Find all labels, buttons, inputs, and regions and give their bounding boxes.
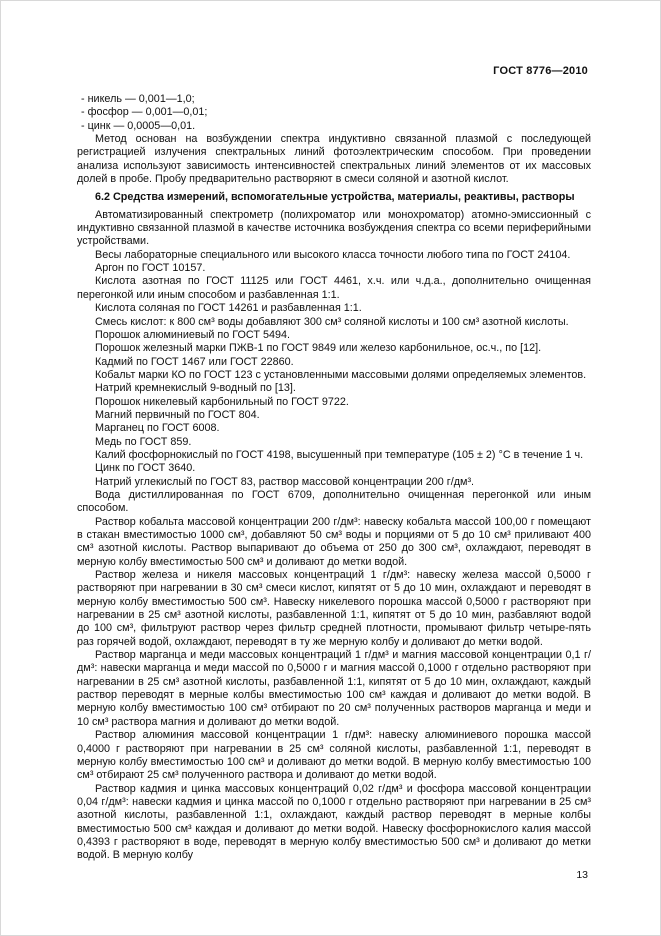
paragraph: Смесь кислот: к 800 см³ воды добавляют 300 см³ соляной кислоты и 100 см³ азотной кислоты. — [95, 315, 569, 328]
paragraph: Автоматизированный спектрометр (полихроматор или монохроматор) атомно-эмиссионный с индуктивно связанной плазмой в качестве источника возбуждения спектра со всеми периферийными устройствами. — [77, 208, 591, 248]
paragraph: Аргон по ГОСТ 10157. — [95, 262, 206, 275]
paragraph: Раствор кадмия и цинка массовых концентраций 0,02 г/дм³ и фосфора массовой концентрации 0,04 г/дм³: навески кадмия и цинка массой по 0,1000 г отдельно растворяют при нагревании в 25 см³ азотной кислоты, разбавленной 1:1, охлаждают, каждый раствор переводят в мерные колбы вместимостью 500 см³ каждая и доливают до метки водой. Навеску фосфорнокислого калия массой 0,4393 г растворяют в воде, переводят в мерную колбу вместимостью 500 см³ и доливают до метки водой. В мерную колбу — [77, 782, 591, 862]
paragraph: Кадмий по ГОСТ 1467 или ГОСТ 22860. — [95, 355, 294, 368]
paragraph: Натрий углекислый по ГОСТ 83, раствор массовой концентрации 200 г/дм³. — [95, 475, 475, 488]
paragraph: Раствор алюминия массовой концентрации 1 г/дм³: навеску алюминиевого порошка массой 0,4000 г растворяют при нагревании в 25 см³ соляной кислоты, разбавленной 1:1, переводят в мерную колбу вместимостью 100 см³ и доливают до метки водой. В мерную колбу вместимостью 100 см³ отбирают 25 см³ полученного раствора и доливают до метки водой. — [77, 729, 591, 782]
paragraph: Кислота азотная по ГОСТ 11125 или ГОСТ 4461, х.ч. или ч.д.а., дополнительно очищенная перегонкой или иным способом и разбавленная 1:1. — [77, 275, 591, 301]
list-item: - фосфор — 0,001—0,01; — [81, 106, 208, 119]
document-header: ГОСТ 8776—2010 — [493, 65, 588, 77]
paragraph: Порошок железный марки ПЖВ-1 по ГОСТ 9849 или железо карбонильное, ос.ч., по [12]. — [95, 342, 542, 355]
paragraph: Кислота соляная по ГОСТ 14261 и разбавленная 1:1. — [95, 302, 362, 315]
content — [77, 93, 591, 863]
paragraph: Магний первичный по ГОСТ 804. — [95, 408, 260, 421]
paragraph: Порошок алюминиевый по ГОСТ 5494. — [95, 328, 290, 341]
paragraph: Марганец по ГОСТ 6008. — [95, 422, 220, 435]
paragraph: Калий фосфорнокислый по ГОСТ 4198, высушенный при температуре (105 ± 2) °С в течение 1 ч. — [95, 448, 584, 461]
paragraph: Порошок никелевый карбонильный по ГОСТ 9722. — [95, 395, 349, 408]
paragraph: Цинк по ГОСТ 3640. — [95, 462, 196, 475]
paragraph: Метод основан на возбуждении спектра индуктивно связанной плазмой с последующей регистрацией излучения спектральных линий фотоэлектрическим способом. При проведении анализа используют зависимость интенсивностей спектральных линий элементов от их массовых долей в пробе. Пробу предварительно растворяют в смеси соляной и азотной кислот. — [77, 133, 591, 186]
list-item: - никель — 0,001—1,0; — [81, 93, 195, 105]
section-heading: 6.2 Средства измерений, вспомогательные устройства, материалы, реактивы, растворы — [95, 191, 575, 204]
paragraph: Вода дистиллированная по ГОСТ 6709, дополнительно очищенная перегонкой или иным способом. — [77, 488, 591, 515]
list-item: - цинк — 0,0005—0,01. — [81, 119, 196, 132]
paragraph: Натрий кремнекислый 9-водный по [13]. — [95, 382, 296, 395]
paragraph: Медь по ГОСТ 859. — [95, 435, 192, 448]
paragraph: Раствор марганца и меди массовых концентраций 1 г/дм³ и магния массовой концентрации 0,1 г/дм³: навески марганца и меди массой по 0,5000 г и магния массой 0,1000 г отдельно растворяют при нагревании в 25 см³ азотной кислоты, разбавленной 1:1, кипятят от 5 до 10 мин, охлаждают, каждый раствор переводят в мерные колбы вместимостью 100 см³ каждая и доливают до метки водой. В мерную колбу вместимостью 100 см³ отбирают по 20 см³ полученных растворов марганца и меди и 10 см³ раствора магния и доливают до метки водой. — [77, 649, 591, 728]
page-number: 13 — [576, 869, 588, 881]
paragraph: Кобальт марки КО по ГОСТ 123 с установленными массовыми долями определяемых элементов. — [95, 368, 587, 381]
paragraph: Весы лабораторные специального или высокого класса точности любого типа по ГОСТ 24104. — [95, 248, 571, 261]
paragraph: Раствор железа и никеля массовых концентраций 1 г/дм³: навеску железа массой 0,5000 г растворяют при нагревании в 30 см³ смеси кислот, кипятят от 5 до 10 мин, охлаждают и переводят в мерную колбу вместимостью 500 см³. Навеску никелевого порошка массой 0,5000 г растворяют при нагревании в 25 см³ азотной кислоты, разбавленной 1:1, кипятят от 5 до 10 мин, разбавляют водой до 100 см³, фильтруют раствор через фильтр средней плотности, промывают фильтр четыре-пять раз горячей водой, охлаждают, переводят в ту же мерную колбу и доливают до метки водой. — [77, 569, 591, 648]
paragraph: Раствор кобальта массовой концентрации 200 г/дм³: навеску кобальта массой 100,00 г помещают в стакан вместимостью 1000 см³, добавляют 50 см³ воды и порциями от 5 до 10 см³ приливают 400 см³ азотной кислоты. Раствор выпаривают до объема от 250 до 300 см³, охлаждают, переводят в мерную колбу вместимостью 500 см³ и доливают до метки водой. — [77, 515, 591, 568]
